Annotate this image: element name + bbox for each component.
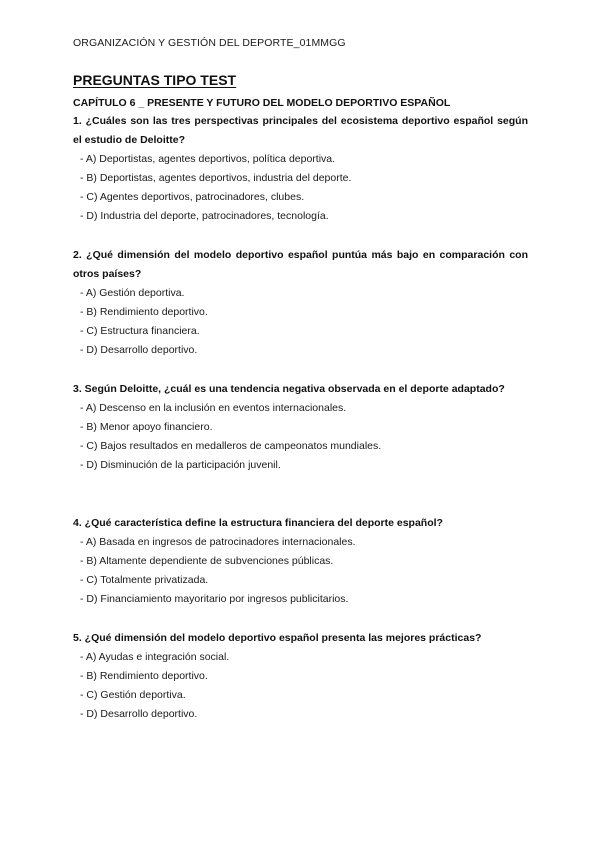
answer-option-d: - D) Financiamiento mayoritario por ingresos publicitarios. <box>80 593 349 605</box>
question-2 <box>73 246 528 360</box>
answer-options <box>73 533 528 609</box>
answer-option-b: - B) Deportistas, agentes deportivos, industria del deporte. <box>80 172 352 184</box>
answer-option-d: - D) Desarrollo deportivo. <box>80 344 198 356</box>
answer-option-a: - A) Ayudas e integración social. <box>80 651 230 663</box>
question-text: 5. ¿Qué dimensión del modelo deportivo español presenta las mejores prácticas? <box>73 632 482 644</box>
answer-option-c: - C) Gestión deportiva. <box>80 689 186 701</box>
answer-option-c: - C) Agentes deportivos, patrocinadores, clubes. <box>80 191 305 203</box>
answer-option-a: - A) Gestión deportiva. <box>80 287 185 299</box>
page-title: PREGUNTAS TIPO TEST <box>73 72 237 88</box>
answer-options <box>73 150 528 226</box>
answer-option-b: - B) Rendimiento deportivo. <box>80 670 208 682</box>
answer-option-b: - B) Altamente dependiente de subvenciones públicas. <box>80 555 334 567</box>
chapter-heading: CAPÍTULO 6 _ PRESENTE Y FUTURO DEL MODELO DEPORTIVO ESPAÑOL <box>73 97 451 109</box>
answer-option-a: - A) Descenso en la inclusión en eventos internacionales. <box>80 402 347 414</box>
answer-option-c: - C) Bajos resultados en medalleros de campeonatos mundiales. <box>80 440 382 452</box>
question-5 <box>73 629 528 724</box>
running-header: ORGANIZACIÓN Y GESTIÓN DEL DEPORTE_01MMGG <box>73 37 346 49</box>
answer-option-b: - B) Rendimiento deportivo. <box>80 306 208 318</box>
question-1 <box>73 112 528 226</box>
answer-option-c: - C) Estructura financiera. <box>80 325 200 337</box>
answer-options <box>73 399 528 475</box>
answer-option-a: - A) Deportistas, agentes deportivos, política deportiva. <box>80 153 336 165</box>
question-3 <box>73 380 528 475</box>
answer-option-d: - D) Disminución de la participación juvenil. <box>80 459 281 471</box>
answer-option-d: - D) Industria del deporte, patrocinadores, tecnología. <box>80 210 329 222</box>
question-text: 4. ¿Qué característica define la estructura financiera del deporte español? <box>73 517 443 529</box>
question-text: 3. Según Deloitte, ¿cuál es una tendencia negativa observada en el deporte adaptado? <box>73 383 505 395</box>
answer-option-b: - B) Menor apoyo financiero. <box>80 421 213 433</box>
answer-option-c: - C) Totalmente privatizada. <box>80 574 209 586</box>
answer-options <box>73 648 528 724</box>
answer-options <box>73 284 528 360</box>
question-text: 2. ¿Qué dimensión del modelo deportivo español puntúa más bajo en comparación con otros países? <box>73 249 528 280</box>
answer-option-d: - D) Desarrollo deportivo. <box>80 708 198 720</box>
question-text: 1. ¿Cuáles son las tres perspectivas principales del ecosistema deportivo español según el estudio de Deloitte? <box>73 115 528 146</box>
question-4 <box>73 514 528 609</box>
answer-option-a: - A) Basada en ingresos de patrocinadores internacionales. <box>80 536 356 548</box>
